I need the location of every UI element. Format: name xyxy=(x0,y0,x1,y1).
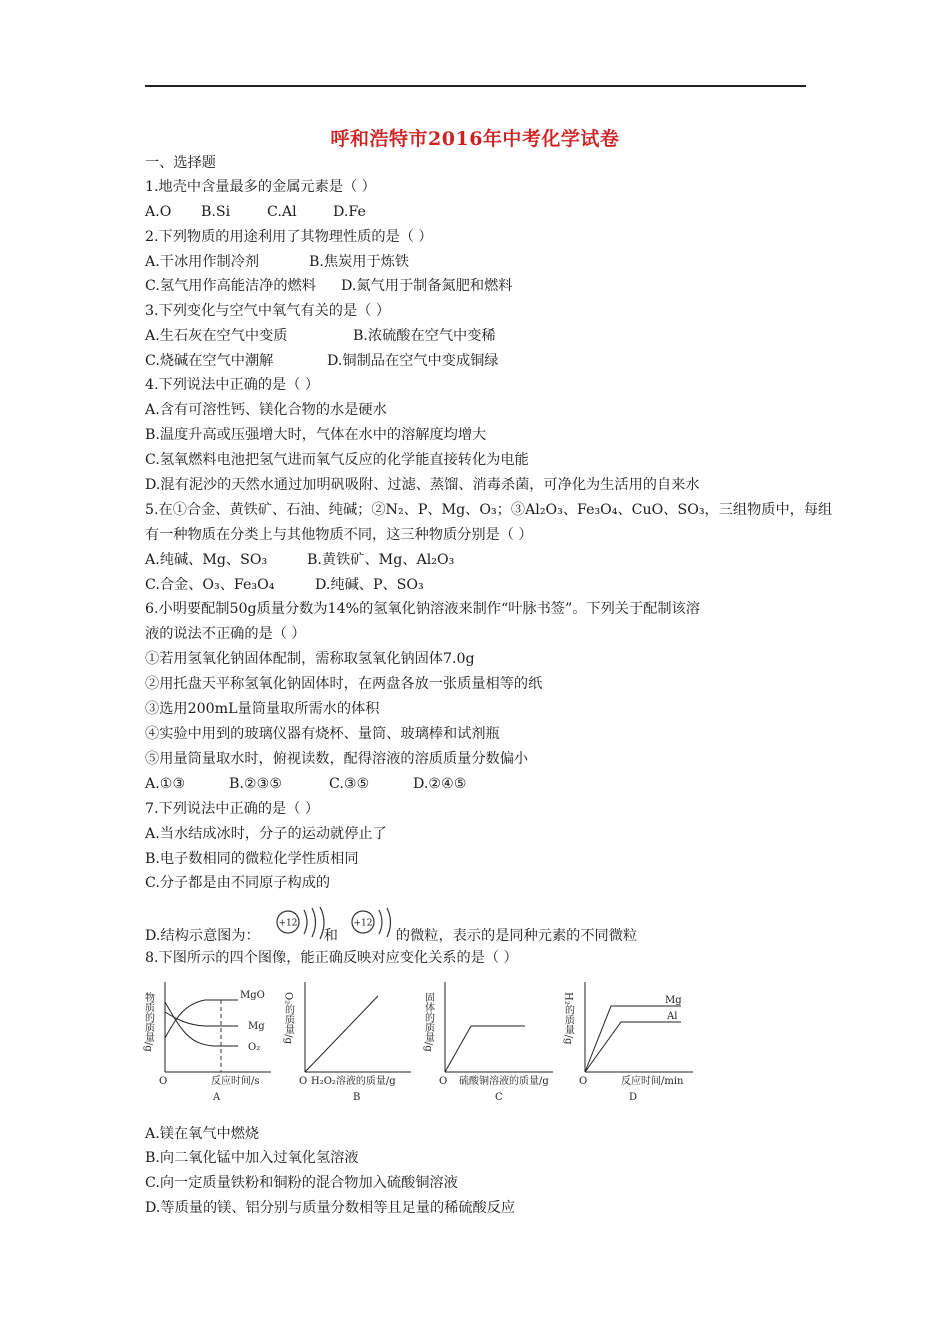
q4-option-c: C.氢氧燃料电池把氢气进而氧气反应的化学能直接转化为电能 xyxy=(145,452,529,468)
q6-option-a: A.①③ xyxy=(145,776,186,792)
q7-option-d-prefix: D.结构示意图为： xyxy=(145,928,260,944)
atom-structure-diagram-2 xyxy=(347,906,403,946)
graph-a-series-mg: Mg xyxy=(248,1021,265,1032)
q3-option-b: B.浓硫酸在空气中变稀 xyxy=(353,328,496,344)
graph-a-xlabel: 反应时间/s xyxy=(211,1076,260,1087)
q6-option-b: B.②③⑤ xyxy=(229,776,283,792)
q4-stem: 4.下列说法中正确的是（ ） xyxy=(145,377,320,393)
q8-option-d: D.等质量的镁、铝分别与质量分数相等且足量的稀硫酸反应 xyxy=(145,1200,516,1216)
q5-option-c: C.合金、O₃、Fe₃O₄ xyxy=(145,577,275,593)
q2-option-d: D.氮气用于制备氮肥和燃料 xyxy=(341,278,513,294)
q1-options xyxy=(145,203,366,221)
graph-a-series-mgo: MgO xyxy=(240,990,265,1001)
graph-c-panel: C xyxy=(495,1092,503,1103)
graph-a-series-o2: O₂ xyxy=(248,1042,261,1053)
graph-d-ylabel: H₂的质量/g xyxy=(563,992,574,1045)
nucleus-charge-1: +12 xyxy=(278,918,298,929)
graph-c-origin: O xyxy=(439,1076,448,1087)
nucleus-charge-2: +12 xyxy=(353,918,373,929)
q3-options-ab xyxy=(145,327,496,345)
q6-statement-2: ②用托盘天平称氢氧化钠固体时，在两盘各放一张质量相等的纸 xyxy=(145,676,543,692)
q5-stem-line1: 5.在①合金、黄铁矿、石油、纯碱；②N₂、P、Mg、O₃；③Al₂O₃、Fe₃O₄、CuO、SO₃，三组物质中，每组 xyxy=(145,502,833,518)
q2-options-cd xyxy=(145,277,512,295)
graph-a xyxy=(143,980,273,1105)
q7-option-b: B.电子数相同的微粒化学性质相同 xyxy=(145,851,359,867)
q5-option-b: B.黄铁矿、Mg、Al₂O₃ xyxy=(307,552,455,568)
q5-stem-line2: 有一种物质在分类上与其他物质不同，这三种物质分别是（ ） xyxy=(145,527,533,543)
q7-option-c: C.分子都是由不同原子构成的 xyxy=(145,875,331,891)
header-rule xyxy=(145,85,806,87)
q2-option-c: C.氢气用作高能洁净的燃料 xyxy=(145,278,316,294)
q1-option-b: B.Si xyxy=(201,204,231,220)
page-title: 呼和浩特市2016年中考化学试卷 xyxy=(330,128,620,150)
graph-c-xlabel: 硫酸铜溶液的质量/g xyxy=(459,1076,549,1087)
q7-option-a: A.当水结成冰时，分子的运动就停止了 xyxy=(145,826,387,842)
q8-option-b: B.向二氧化锰中加入过氧化氢溶液 xyxy=(145,1150,359,1166)
q1-option-c: C.Al xyxy=(267,204,297,220)
graph-d-origin: O xyxy=(579,1076,588,1087)
q5-option-a: A.纯碱、Mg、SO₃ xyxy=(145,552,268,568)
q6-statement-4: ④实验中用到的玻璃仪器有烧杯、量筒、玻璃棒和试剂瓶 xyxy=(145,726,500,742)
graph-d-panel: D xyxy=(629,1092,638,1103)
q2-option-a: A.干冰用作制冷剂 xyxy=(145,254,260,270)
section-heading: 一、选择题 xyxy=(145,155,216,171)
q7-option-d-and: 和 xyxy=(323,928,338,944)
q7-stem: 7.下列说法中正确的是（ ） xyxy=(145,801,320,817)
q1-option-a: A.O xyxy=(145,204,172,220)
q2-stem: 2.下列物质的用途利用了其物理性质的是（ ） xyxy=(145,229,433,245)
q7-option-d-suffix: 的微粒，表示的是同种元素的不同微粒 xyxy=(395,928,638,944)
atom-structure-diagram-1 xyxy=(272,906,338,946)
q4-option-a: A.含有可溶性钙、镁化合物的水是硬水 xyxy=(145,402,387,418)
graph-b xyxy=(283,980,413,1105)
q6-option-d: D.②④⑤ xyxy=(413,776,467,792)
q1-option-d: D.Fe xyxy=(333,204,366,220)
q3-option-c: C.烧碱在空气中潮解 xyxy=(145,353,274,369)
q8-option-c: C.向一定质量铁粉和铜粉的混合物加入硫酸铜溶液 xyxy=(145,1175,458,1191)
graph-c-ylabel: 固体的质量/g xyxy=(423,992,434,1052)
q8-option-a: A.镁在氧气中燃烧 xyxy=(145,1126,260,1142)
q3-stem: 3.下列变化与空气中氧气有关的是（ ） xyxy=(145,303,391,319)
q3-option-a: A.生石灰在空气中变质 xyxy=(145,328,288,344)
graph-d-xlabel: 反应时间/min xyxy=(621,1076,684,1087)
q5-option-d: D.纯碱、P、SO₃ xyxy=(315,577,424,593)
graph-b-ylabel: O₂的质量/g xyxy=(283,992,294,1044)
q6-statement-3: ③选用200mL量筒量取所需水的体积 xyxy=(145,701,380,717)
q6-stem-line2: 液的说法不正确的是（ ） xyxy=(145,626,306,642)
q6-stem-line1: 6.小明要配制50g质量分数为14%的氢氧化钠溶液来制作“叶脉书签”。下列关于配制该溶 xyxy=(145,601,700,617)
q3-option-d: D.铜制品在空气中变成铜绿 xyxy=(327,353,499,369)
graph-d xyxy=(563,980,698,1105)
q6-statement-1: ①若用氢氧化钠固体配制，需称取氢氧化钠固体7.0g xyxy=(145,651,475,667)
graph-d-series-al: Al xyxy=(667,1011,678,1022)
graph-c xyxy=(423,980,558,1105)
q6-statement-5: ⑤用量筒量取水时，俯视读数，配得溶液的溶质质量分数偏小 xyxy=(145,751,529,767)
graph-b-panel: B xyxy=(353,1092,361,1103)
graph-b-xlabel: H₂O₂溶液的质量/g xyxy=(311,1076,396,1087)
q2-options-ab xyxy=(145,253,409,271)
graph-b-origin: O xyxy=(299,1076,308,1087)
q4-option-d: D.混有泥沙的天然水通过加明矾吸附、过滤、蒸馏、消毒杀菌，可净化为生活用的自来水 xyxy=(145,477,700,493)
graph-a-ylabel: 物质的质量/g xyxy=(143,992,154,1052)
graph-a-origin: O xyxy=(159,1076,168,1087)
graph-a-panel: A xyxy=(213,1092,221,1103)
q2-option-b: B.焦炭用于炼铁 xyxy=(309,254,410,270)
q5-options-ab xyxy=(145,551,454,569)
q6-option-c: C.③⑤ xyxy=(329,776,370,792)
q5-options-cd xyxy=(145,576,424,594)
q3-options-cd xyxy=(145,352,498,370)
q1-stem: 1.地壳中含量最多的金属元素是（ ） xyxy=(145,179,376,195)
q4-option-b: B.温度升高或压强增大时，气体在水中的溶解度均增大 xyxy=(145,427,487,443)
q8-stem: 8.下图所示的四个图像，能正确反映对应变化关系的是（ ） xyxy=(145,950,518,966)
q6-options xyxy=(145,775,467,793)
graph-d-series-mg: Mg xyxy=(665,995,682,1006)
